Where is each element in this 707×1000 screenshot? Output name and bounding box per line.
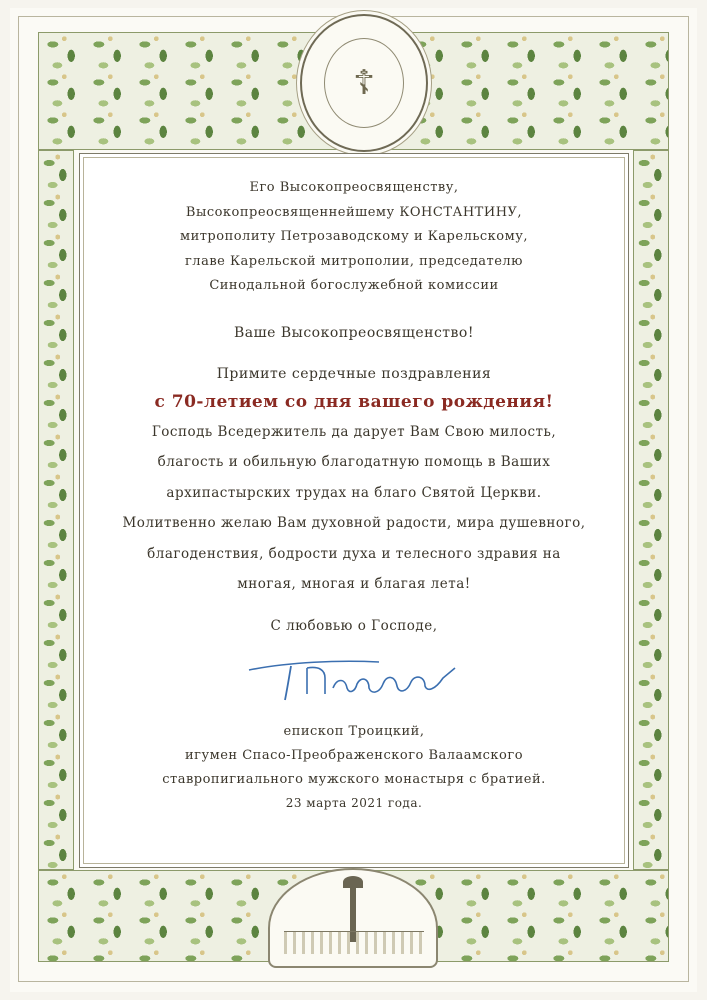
wishes-block [80,417,628,600]
sender-line: ставропигиального мужского монастыря с братией. [162,771,546,787]
wishes-line: Молитвенно желаю Вам духовной радости, мира душевного, [122,515,586,531]
saints-icon: ☦ [324,38,404,128]
addressee-line: Его Высокопреосвященству, [249,180,459,195]
wishes-line: благоденствия, бодрости духа и телесного здравия на [147,545,561,562]
closing-line: С любовью о Господе, [270,617,438,634]
letter-date: 23 марта 2021 года. [285,795,423,810]
wishes-line: многая, многая и благая лета! [237,576,471,592]
addressee-line: Синодальной богослужебной комиссии [209,278,499,293]
sender-line: епископ Троицкий, [283,723,425,739]
wishes-line: Господь Вседержитель да дарует Вам Свою милость, [151,423,557,440]
handwritten-signature [229,648,479,708]
letter-content [80,176,628,810]
letter-text-panel [79,153,629,868]
saints-medallion [300,14,428,152]
addressee-line: главе Карельской митрополии, председателю [185,253,523,269]
sender-block [80,720,628,792]
right-ornament-border [633,150,669,870]
jubilee-heading: с 70-летием со дня вашего рождения! [154,391,554,412]
wishes-line: архипастырских трудах на благо Святой Церкви. [166,484,542,501]
left-ornament-border [38,150,74,870]
salutation: Ваше Высокопреосвященство! [234,324,474,341]
ground-shape [284,931,424,954]
addressee-block [80,176,628,299]
sender-line: игумен Спасо-Преображенского Валаамского [184,747,524,763]
greeting-line: Примите сердечные поздравления [216,365,492,382]
addressee-line: митрополиту Петрозаводскому и Карельскому, [179,229,529,244]
addressee-line: Высокопреосвященнейшему КОНСТАНТИНУ, [185,204,523,220]
wishes-line: благость и обильную благодатную помощь в Ваших [157,454,551,470]
